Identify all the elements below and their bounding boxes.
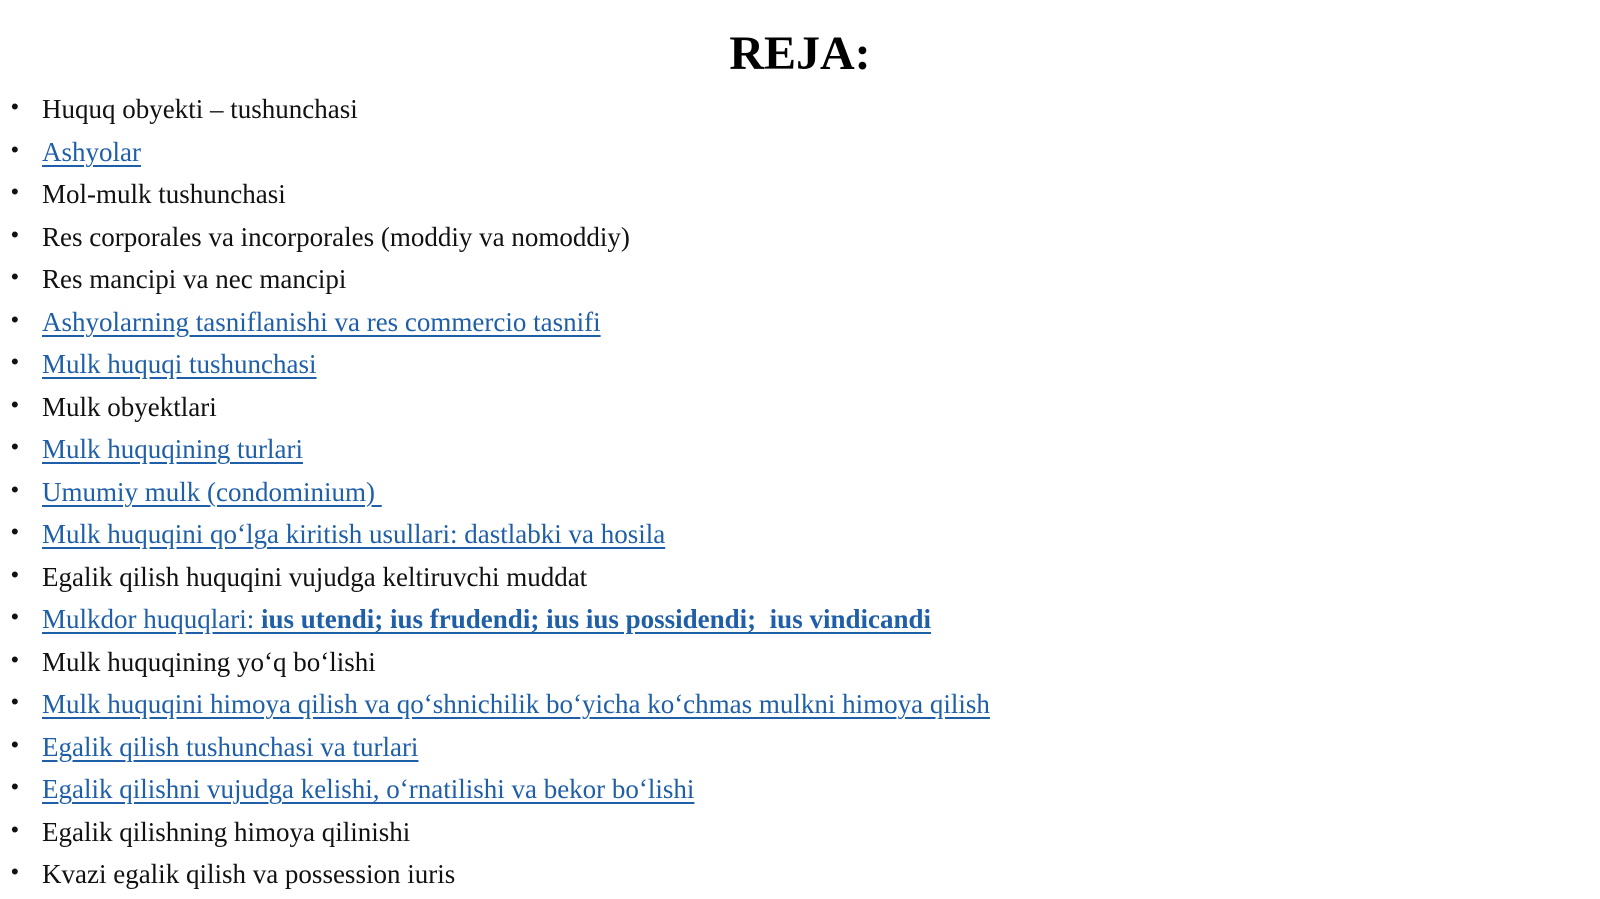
list-item-link[interactable]: Mulk huquqi tushunchasi <box>42 349 317 379</box>
bullet-icon: • <box>11 136 19 162</box>
bullet-icon: • <box>11 434 19 459</box>
bullet-icon: • <box>11 816 19 842</box>
list-item <box>0 598 1560 641</box>
bullet-icon: • <box>11 476 19 502</box>
list-item <box>0 513 1560 556</box>
bullet-icon: • <box>11 774 19 799</box>
bullet-icon: • <box>11 859 19 884</box>
list-item-text: Mulk obyektlari <box>42 391 217 422</box>
list-item-text: Egalik qilishning himoya qilinishi <box>42 816 411 847</box>
list-item <box>0 131 1560 174</box>
list-item <box>0 556 1560 599</box>
list-item <box>0 88 1560 131</box>
bullet-icon: • <box>11 221 19 247</box>
list-item <box>0 428 1560 471</box>
list-item-link[interactable]: Mulk huquqini himoya qilish va qo‘shnichilik bo‘yicha ko‘chmas mulkni himoya qilish <box>42 689 990 719</box>
bullet-icon: • <box>11 391 19 417</box>
list-item-link[interactable]: Mulk huquqining turlari <box>42 434 303 464</box>
bullet-icon: • <box>11 179 19 204</box>
bullet-icon: • <box>11 94 19 119</box>
bullet-icon: • <box>11 264 19 289</box>
list-item <box>0 471 1560 514</box>
list-item <box>0 811 1560 854</box>
bullet-icon: • <box>11 646 19 672</box>
list-item <box>0 768 1560 811</box>
list-item <box>0 386 1560 429</box>
list-item <box>0 173 1560 216</box>
bullet-icon: • <box>11 519 19 544</box>
list-item-text: Kvazi egalik qilish va possession iuris <box>42 859 456 889</box>
bullet-icon: • <box>11 349 19 374</box>
list-item-link[interactable]: Ashyolar <box>42 136 141 167</box>
list-item-link[interactable]: Ashyolarning tasniflanishi va res commercio tasnifi <box>42 306 601 337</box>
list-item-link[interactable] <box>42 598 931 641</box>
list-item-text: Mol-mulk tushunchasi <box>42 179 286 209</box>
list-item-text: Res corporales va incorporales (moddiy va nomoddiy) <box>42 221 630 252</box>
list-item <box>0 853 1560 896</box>
bullet-icon: • <box>11 689 19 714</box>
list-item-link[interactable]: Umumiy mulk (condominium) <box>42 476 382 507</box>
plan-list <box>0 88 1560 896</box>
list-item-link[interactable]: Mulk huquqini qo‘lga kiritish usullari: dastlabki va hosila <box>42 519 666 549</box>
list-item <box>0 641 1560 684</box>
list-item-text: Res mancipi va nec mancipi <box>42 264 347 294</box>
list-item-text: Egalik qilish huquqini vujudga keltiruvchi muddat <box>42 561 588 592</box>
list-item-text: Mulk huquqining yo‘q bo‘lishi <box>42 646 376 677</box>
bullet-icon: • <box>11 561 19 587</box>
list-item <box>0 683 1560 726</box>
list-item-text: Huquq obyekti – tushunchasi <box>42 94 358 124</box>
slide-title: REJA: <box>729 27 871 80</box>
list-item-link-label[interactable]: Mulkdor huquqlari: <box>42 604 261 634</box>
bullet-icon: • <box>11 604 19 629</box>
list-item <box>0 216 1560 259</box>
list-item <box>0 301 1560 344</box>
list-item <box>0 726 1560 769</box>
bullet-icon: • <box>11 731 19 757</box>
list-item-link[interactable]: Egalik qilishni vujudga kelishi, o‘rnatilishi va bekor bo‘lishi <box>42 774 695 804</box>
list-item <box>0 343 1560 386</box>
list-item <box>0 258 1560 301</box>
list-item-link-bold[interactable]: ius utendi; ius frudendi; ius ius possidendi; ius vindicandi <box>260 604 932 634</box>
list-item-link[interactable]: Egalik qilish tushunchasi va turlari <box>42 731 419 762</box>
bullet-icon: • <box>11 306 19 332</box>
